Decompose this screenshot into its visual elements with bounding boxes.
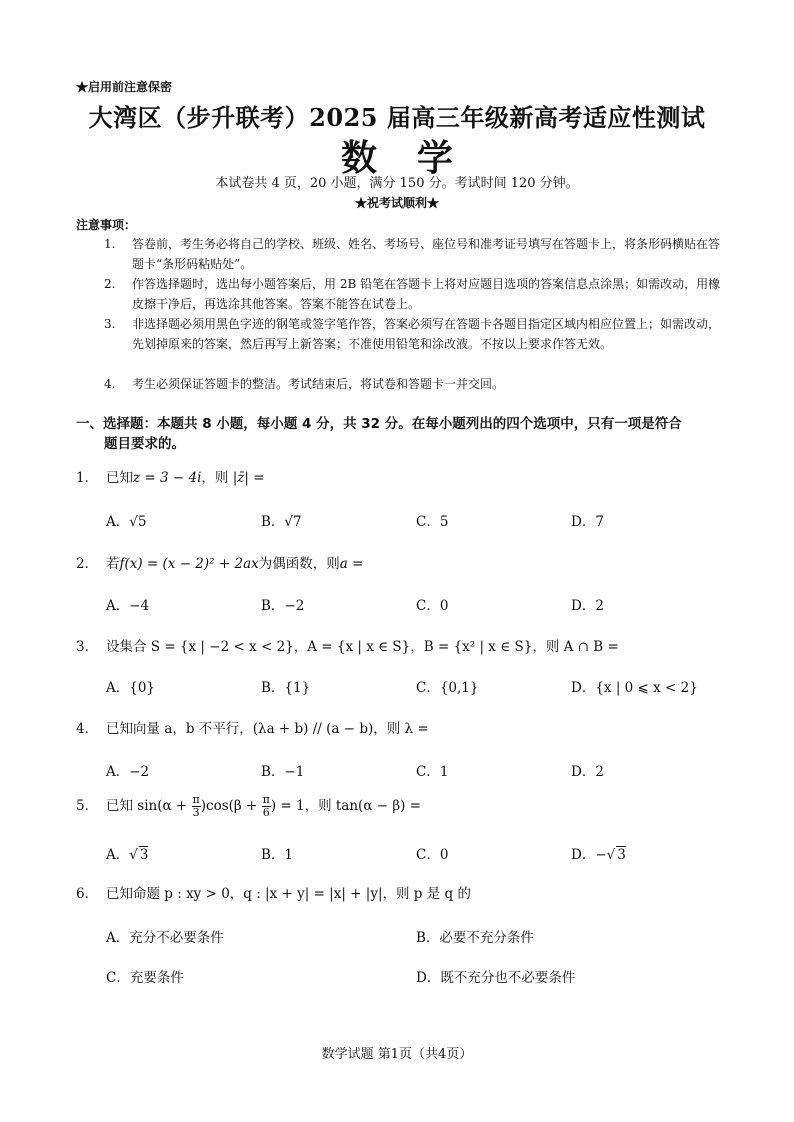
question-4 [76, 717, 429, 737]
option-c: C．0 [416, 847, 449, 863]
option-a: A．{0} [106, 680, 156, 696]
question-stem: 为偶函数，则 [258, 556, 340, 572]
option-b: B．必要不充分条件 [416, 930, 534, 946]
question-stem: ) = 1，则 tan(α − β) = [270, 798, 422, 814]
exam-info: 本试卷共 4 页，20 小题，满分 150 分。考试时间 120 分钟。 [215, 176, 579, 191]
question-stem: 已知向量 a，b 不平行，(λa + b) // (a − b)，则 λ = [106, 721, 429, 737]
question-stem-expression: z = 3 − 4i [133, 470, 202, 486]
option-b: B．−2 [261, 598, 305, 614]
question-3 [76, 635, 619, 655]
notice-item-text: 答卷前，考生务必将自己的学校、班级、姓名、考场号、座位号和准考证号填写在答题卡上，将条形码横贴在答题卡“条形码粘贴处”。 [132, 237, 721, 271]
option-b: B．−1 [261, 764, 305, 780]
exam-title: 大湾区（步升联考）2025 届高三年级新高考适应性测试 [88, 103, 706, 132]
good-luck-line: ★祝考试顺利★ [354, 196, 439, 210]
fraction-pi-over-3: $\frac{\pi}{3}$ [192, 793, 200, 819]
notice-item-number: 3. [104, 317, 116, 331]
option-a: A．−4 [106, 598, 150, 614]
section-heading-line-1: 一、选择题：本题共 8 小题，每小题 4 分，共 32 分。在每小题列出的四个选项中，只有一项是符合 [76, 416, 682, 432]
question-stem: 设集合 S = {x | −2 < x < 2}，A = {x | x ∈ S}，B = {x² | x ∈ S}，则 A ∩ B = [106, 639, 619, 655]
question-number: 4． [76, 721, 99, 737]
notice-item-text: 非选择题必须用黑色字迹的钢笔或签字笔作答，答案必须写在答题卡各题目指定区域内相应位置上；如需改动，先划掉原来的答案，然后再写上新答案；不准使用铅笔和涂改液。不按以上要求作答无效。 [132, 317, 721, 351]
question-stem-expression: z̄ [237, 470, 245, 486]
option-c: C．0 [416, 598, 449, 614]
question-number: 6． [76, 886, 99, 902]
section-heading-line-2: 题目要求的。 [104, 436, 185, 452]
question-1 [76, 466, 265, 486]
notice-item [104, 274, 724, 314]
question-stem: ，则 | [201, 470, 238, 486]
question-6 [76, 882, 471, 902]
option-c: C．{0,1} [416, 680, 479, 696]
notice-item [104, 314, 724, 374]
question-stem: 已知 sin(α + [106, 798, 192, 814]
question-number: 5． [76, 798, 99, 814]
option-a: A．−2 [106, 764, 150, 780]
question-number: 3． [76, 639, 99, 655]
option-d: D．7 [571, 514, 604, 530]
option-a: A．充分不必要条件 [106, 930, 224, 946]
notice-heading: 注意事项： [76, 218, 137, 232]
question-stem: )cos(β + [200, 798, 262, 814]
option-b: B．1 [261, 847, 294, 863]
option-d: D．2 [571, 598, 604, 614]
option-c: C．5 [416, 514, 449, 530]
question-stem-expression: a = [339, 556, 364, 572]
notice-item-text: 考生必须保证答题卡的整洁。考试结束后，将试卷和答题卡一并交回。 [132, 377, 505, 391]
option-a: A．√5 [106, 514, 147, 530]
question-stem: 已知命题 p : xy > 0，q : |x + y| = |x| + |y|，则 p 是 q 的 [106, 886, 471, 902]
option-a: A．√ 3 [106, 847, 149, 863]
option-d: D．2 [571, 764, 604, 780]
option-b: B．{1} [261, 680, 311, 696]
question-stem: 已知 [106, 470, 133, 486]
option-d: D．{x | 0 ⩽ x < 2} [571, 680, 698, 696]
question-stem-expression: f(x) = (x − 2)² + 2ax [119, 556, 259, 572]
notice-item-text: 作答选择题时，选出每小题答案后，用 2B 铅笔在答题卡上将对应题目选项的答案信息点涂黑；如需改动，用橡皮擦干净后，再选涂其他答案。答案不能答在试卷上。 [132, 277, 721, 311]
subject-title: 数学 [340, 137, 493, 179]
notice-item [104, 374, 724, 394]
option-d: D．既不充分也不必要条件 [416, 970, 576, 986]
question-number: 1． [76, 470, 99, 486]
option-b: B．√7 [261, 514, 302, 530]
question-5 [76, 794, 421, 819]
page-footer: 数学试题 第1页（共4页） [321, 1047, 473, 1062]
option-c: C．1 [416, 764, 449, 780]
confidential-label: ★启用前注意保密 [76, 80, 173, 94]
option-c: C．充要条件 [106, 970, 184, 986]
question-2 [76, 552, 363, 572]
notice-item-number: 1. [104, 237, 116, 251]
notice-item [104, 234, 724, 274]
question-number: 2． [76, 556, 99, 572]
section-heading [76, 414, 726, 454]
fraction-pi-over-6: $\frac{\pi}{6}$ [262, 793, 270, 819]
notice-item-number: 4. [104, 377, 116, 391]
question-stem: 若 [106, 556, 120, 572]
option-d: D．−√ 3 [571, 847, 626, 863]
question-stem: | = [244, 470, 265, 486]
notice-item-number: 2. [104, 277, 116, 291]
